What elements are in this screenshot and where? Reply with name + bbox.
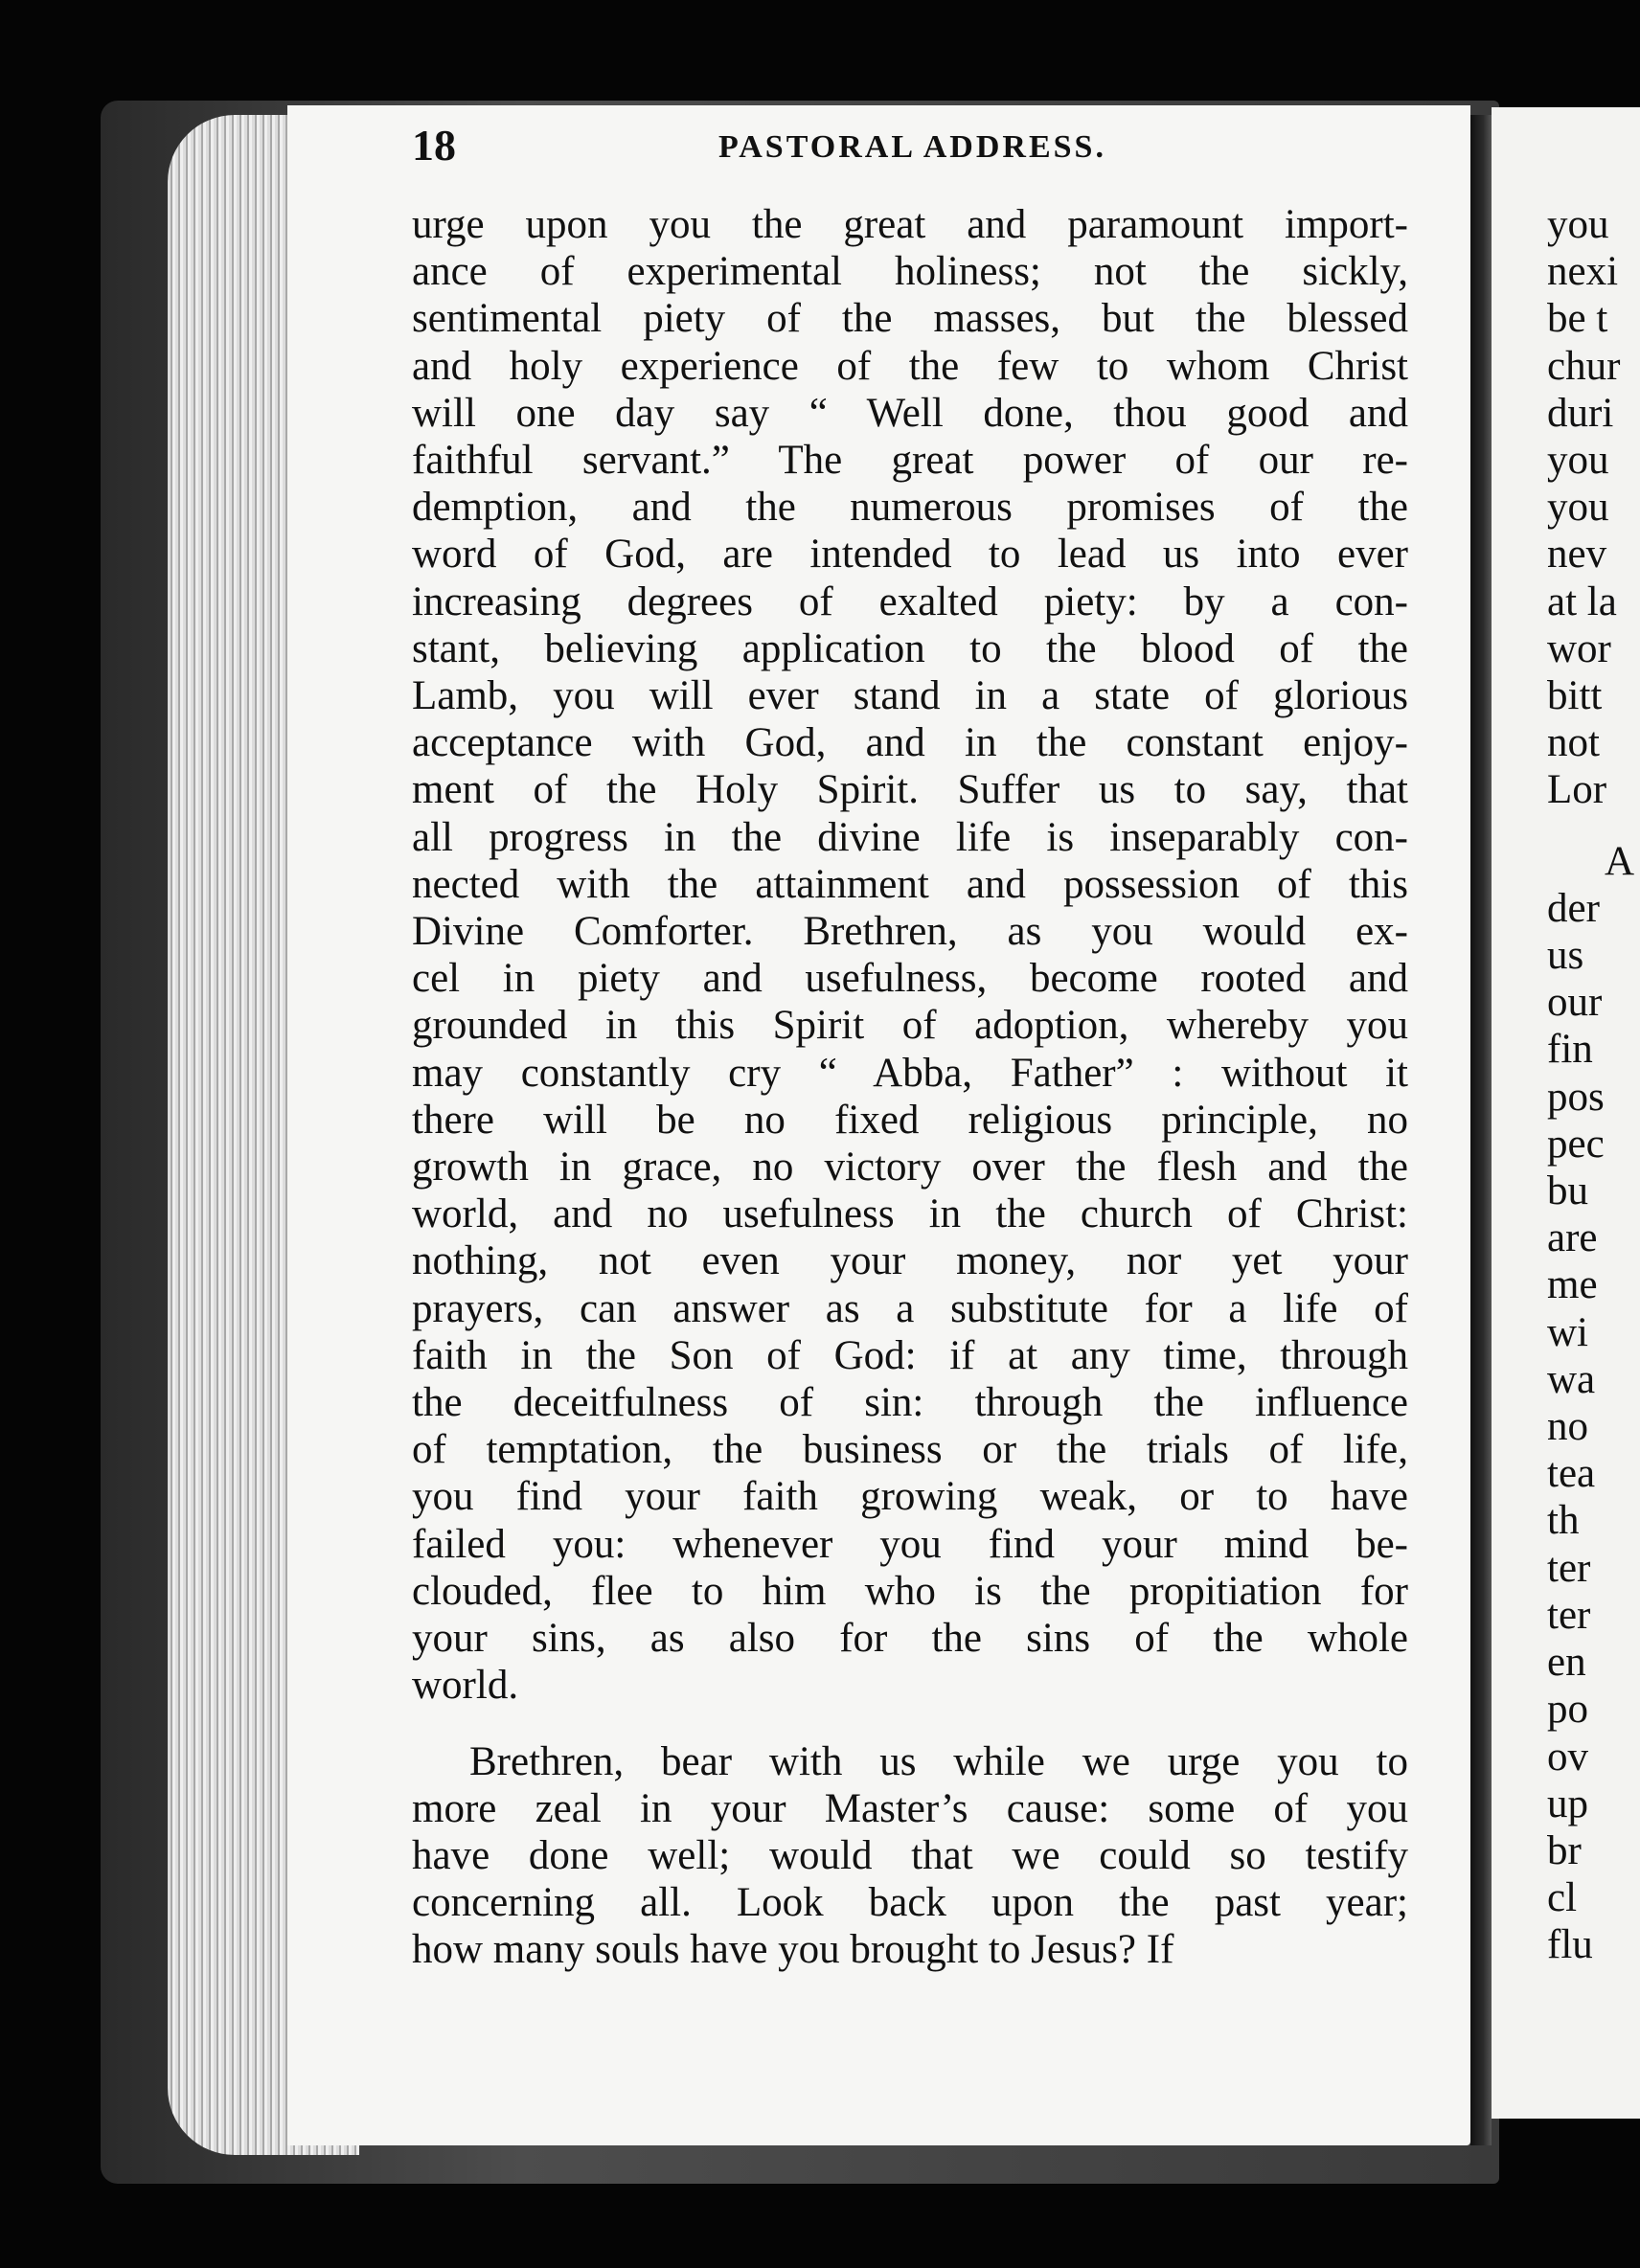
right-page-fragment: not — [1547, 720, 1600, 766]
text-line: Divine Comforter. Brethren, as you would ex- — [412, 909, 1408, 955]
paragraph-gap — [412, 1710, 1408, 1738]
text-line: ment of the Holy Spirit. Suffer us to say, that — [412, 767, 1408, 813]
running-head: PASTORAL ADDRESS. — [718, 129, 1106, 165]
right-page-fragment: tea — [1547, 1451, 1596, 1497]
right-page-fragment: A — [1605, 838, 1635, 884]
book-gutter — [1470, 115, 1492, 2145]
right-page-fragment: me — [1547, 1262, 1598, 1308]
right-page-fragment: you — [1547, 202, 1609, 247]
page-number: 18 — [412, 121, 456, 170]
text-line: your sins, as also for the sins of the whole — [412, 1616, 1408, 1662]
text-line: nected with the attainment and possession of this — [412, 861, 1408, 907]
text-line: there will be no fixed religious principle, no — [412, 1097, 1408, 1143]
right-page-fragment: pec — [1547, 1121, 1605, 1167]
text-line: sentimental piety of the masses, but the blessed — [412, 296, 1408, 342]
text-line: world. — [412, 1663, 519, 1709]
text-line: prayers, can answer as a substitute for a life of — [412, 1285, 1408, 1331]
text-line: failed you: whenever you find your mind be- — [412, 1521, 1408, 1567]
right-page-fragment: be t — [1547, 296, 1608, 342]
text-line: faith in the Son of God: if at any time, through — [412, 1332, 1408, 1378]
right-page-fragment: en — [1547, 1640, 1586, 1686]
paragraph — [412, 1738, 1408, 1974]
text-line: may constantly cry “ Abba, Father” : without it — [412, 1050, 1408, 1096]
right-page-fragment: bu — [1547, 1168, 1588, 1214]
text-line: stant, believing application to the blood of the — [412, 625, 1408, 671]
text-line: will one day say “ Well done, thou good and — [412, 390, 1408, 436]
text-line: grounded in this Spirit of adoption, whereby you — [412, 1003, 1408, 1049]
right-page-fragment: are — [1547, 1215, 1598, 1261]
right-page-fragment: br — [1547, 1827, 1582, 1873]
text-line: world, and no usefulness in the church of Christ: — [412, 1191, 1408, 1237]
text-line: ance of experimental holiness; not the sickly, — [412, 249, 1408, 295]
right-page-fragment: cl — [1547, 1875, 1578, 1921]
text-line: you find your faith growing weak, or to have — [412, 1474, 1408, 1520]
text-line: Brethren, bear with us while we urge you to — [469, 1738, 1408, 1784]
text-line: all progress in the divine life is inseparably con- — [412, 814, 1408, 860]
body-text — [412, 201, 1408, 1974]
text-line: demption, and the numerous promises of the — [412, 485, 1408, 531]
text-line: the deceitfulness of sin: through the influence — [412, 1380, 1408, 1426]
text-line: clouded, flee to him who is the propitiation for — [412, 1568, 1408, 1614]
right-page-fragment: duri — [1547, 390, 1614, 436]
right-page-fragment: you — [1547, 485, 1609, 531]
right-page-fragment: Lor — [1547, 767, 1607, 813]
right-page-fragment: wor — [1547, 625, 1611, 671]
text-line: concerning all. Look back upon the past year; — [412, 1880, 1408, 1926]
text-line: increasing degrees of exalted piety: by a con- — [412, 578, 1408, 624]
right-page-fragment: po — [1547, 1687, 1588, 1733]
text-line: how many souls have you brought to Jesus? If — [412, 1927, 1174, 1973]
text-line: faithful servant.” The great power of our re- — [412, 438, 1408, 484]
text-line: of temptation, the business or the trials of life, — [412, 1427, 1408, 1473]
right-page-fragment: nev — [1547, 532, 1607, 578]
paragraph — [412, 201, 1408, 1710]
right-page-fragment: flu — [1547, 1922, 1593, 1968]
right-page-fragment: up — [1547, 1780, 1588, 1826]
right-page-fragment: bitt — [1547, 673, 1603, 719]
text-line: have done well; would that we could so testify — [412, 1832, 1408, 1878]
text-line: cel in piety and usefulness, become rooted and — [412, 956, 1408, 1002]
text-line: and holy experience of the few to whom Christ — [412, 343, 1408, 389]
right-page-fragment: th — [1547, 1498, 1580, 1544]
text-line: growth in grace, no victory over the flesh and the — [412, 1145, 1408, 1191]
right-page-text — [1547, 201, 1640, 1969]
right-page-fragment: no — [1547, 1404, 1588, 1450]
right-page-fragment: wa — [1547, 1356, 1596, 1402]
right-page-fragment: pos — [1547, 1074, 1605, 1120]
right-page-fragment: der — [1547, 885, 1600, 931]
right-page-fragment: our — [1547, 980, 1603, 1026]
text-line: word of God, are intended to lead us into ever — [412, 532, 1408, 578]
text-line: urge upon you the great and paramount import- — [412, 202, 1408, 247]
text-line: acceptance with God, and in the constant enjoy- — [412, 720, 1408, 766]
right-page-fragment: wi — [1547, 1309, 1588, 1355]
right-page-fragment: ter — [1547, 1592, 1591, 1638]
right-page-fragment: at la — [1547, 578, 1617, 624]
text-line: nothing, not even your money, nor yet your — [412, 1238, 1408, 1284]
right-page-fragment: you — [1547, 438, 1609, 484]
right-page-fragment: fin — [1547, 1027, 1593, 1073]
right-page-fragment: ter — [1547, 1545, 1591, 1591]
right-page-fragment: chur — [1547, 343, 1621, 389]
page-header — [412, 120, 1427, 177]
right-page-fragment: us — [1547, 933, 1584, 979]
text-line: more zeal in your Master’s cause: some of you — [412, 1785, 1408, 1831]
text-line: Lamb, you will ever stand in a state of glorious — [412, 673, 1408, 719]
right-page-fragment: ov — [1547, 1734, 1588, 1780]
right-page-fragment: nexi — [1547, 249, 1619, 295]
